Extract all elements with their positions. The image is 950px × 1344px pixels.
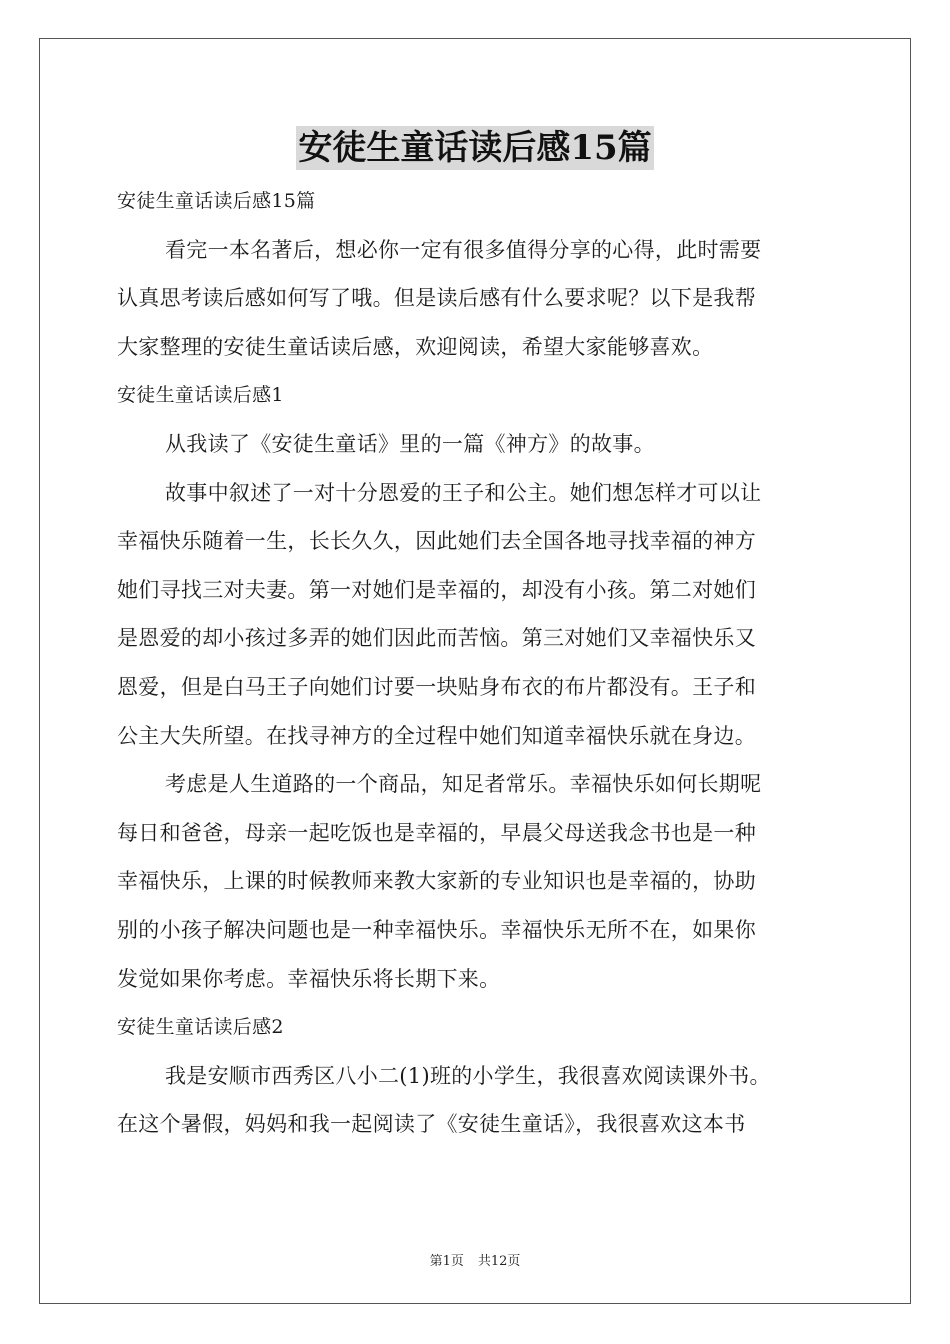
body-line: 我是安顺市西秀区八小二(1)班的小学生，我很喜欢阅读课外书。 — [165, 1063, 771, 1088]
body-line: 发觉如果你考虑。幸福快乐将长期下来。 — [117, 966, 501, 991]
body-line: 幸福快乐随着一生，长长久久，因此她们去全国各地寻找幸福的神方 — [117, 529, 756, 554]
title-container — [0, 126, 950, 170]
body-line: 别的小孩子解决问题也是一种幸福快乐。幸福快乐无所不在，如果你 — [117, 917, 756, 942]
body-line: 幸福快乐，上课的时候教师来教大家新的专业知识也是幸福的，协助 — [117, 869, 756, 894]
body-line: 恩爱，但是白马王子向她们讨要一块贴身布衣的布片都没有。王子和 — [117, 674, 756, 699]
body-line: 考虑是人生道路的一个商品，知足者常乐。幸福快乐如何长期呢 — [165, 772, 762, 797]
body-line: 大家整理的安徒生童话读后感，欢迎阅读，希望大家能够喜欢。 — [117, 334, 714, 359]
body-line: 安徒生童话读后感15篇 — [117, 190, 316, 212]
document-title: 安徒生童话读后感15篇 — [298, 128, 652, 168]
body-line: 公主大失所望。在找寻神方的全过程中她们知道幸福快乐就在身边。 — [117, 723, 756, 748]
body-line: 故事中叙述了一对十分恩爱的王子和公主。她们想怎样才可以让 — [165, 480, 762, 505]
page-total: 共12页 — [477, 1254, 521, 1269]
section-heading: 安徒生童话读后感2 — [117, 1016, 284, 1039]
document-body — [117, 177, 835, 1149]
body-line: 看完一本名著后，想必你一定有很多值得分享的心得，此时需要 — [165, 237, 762, 262]
body-line: 从我读了《安徒生童话》里的一篇《神方》的故事。 — [165, 431, 655, 456]
page-footer — [0, 1250, 950, 1269]
page-number: 第1页 — [429, 1254, 464, 1269]
section-heading: 安徒生童话读后感1 — [117, 384, 284, 407]
body-line: 认真思考读后感如何写了哦。但是读后感有什么要求呢？以下是我帮 — [117, 286, 756, 311]
body-line: 是恩爱的却小孩过多弄的她们因此而苦恼。第三对她们又幸福快乐又 — [117, 626, 756, 651]
body-line: 在这个暑假，妈妈和我一起阅读了《安徒生童话》，我很喜欢这本书 — [117, 1112, 746, 1137]
body-line: 每日和爸爸，母亲一起吃饭也是幸福的，早晨父母送我念书也是一种 — [117, 820, 756, 845]
body-line: 她们寻找三对夫妻。第一对她们是幸福的，却没有小孩。第二对她们 — [117, 577, 756, 602]
